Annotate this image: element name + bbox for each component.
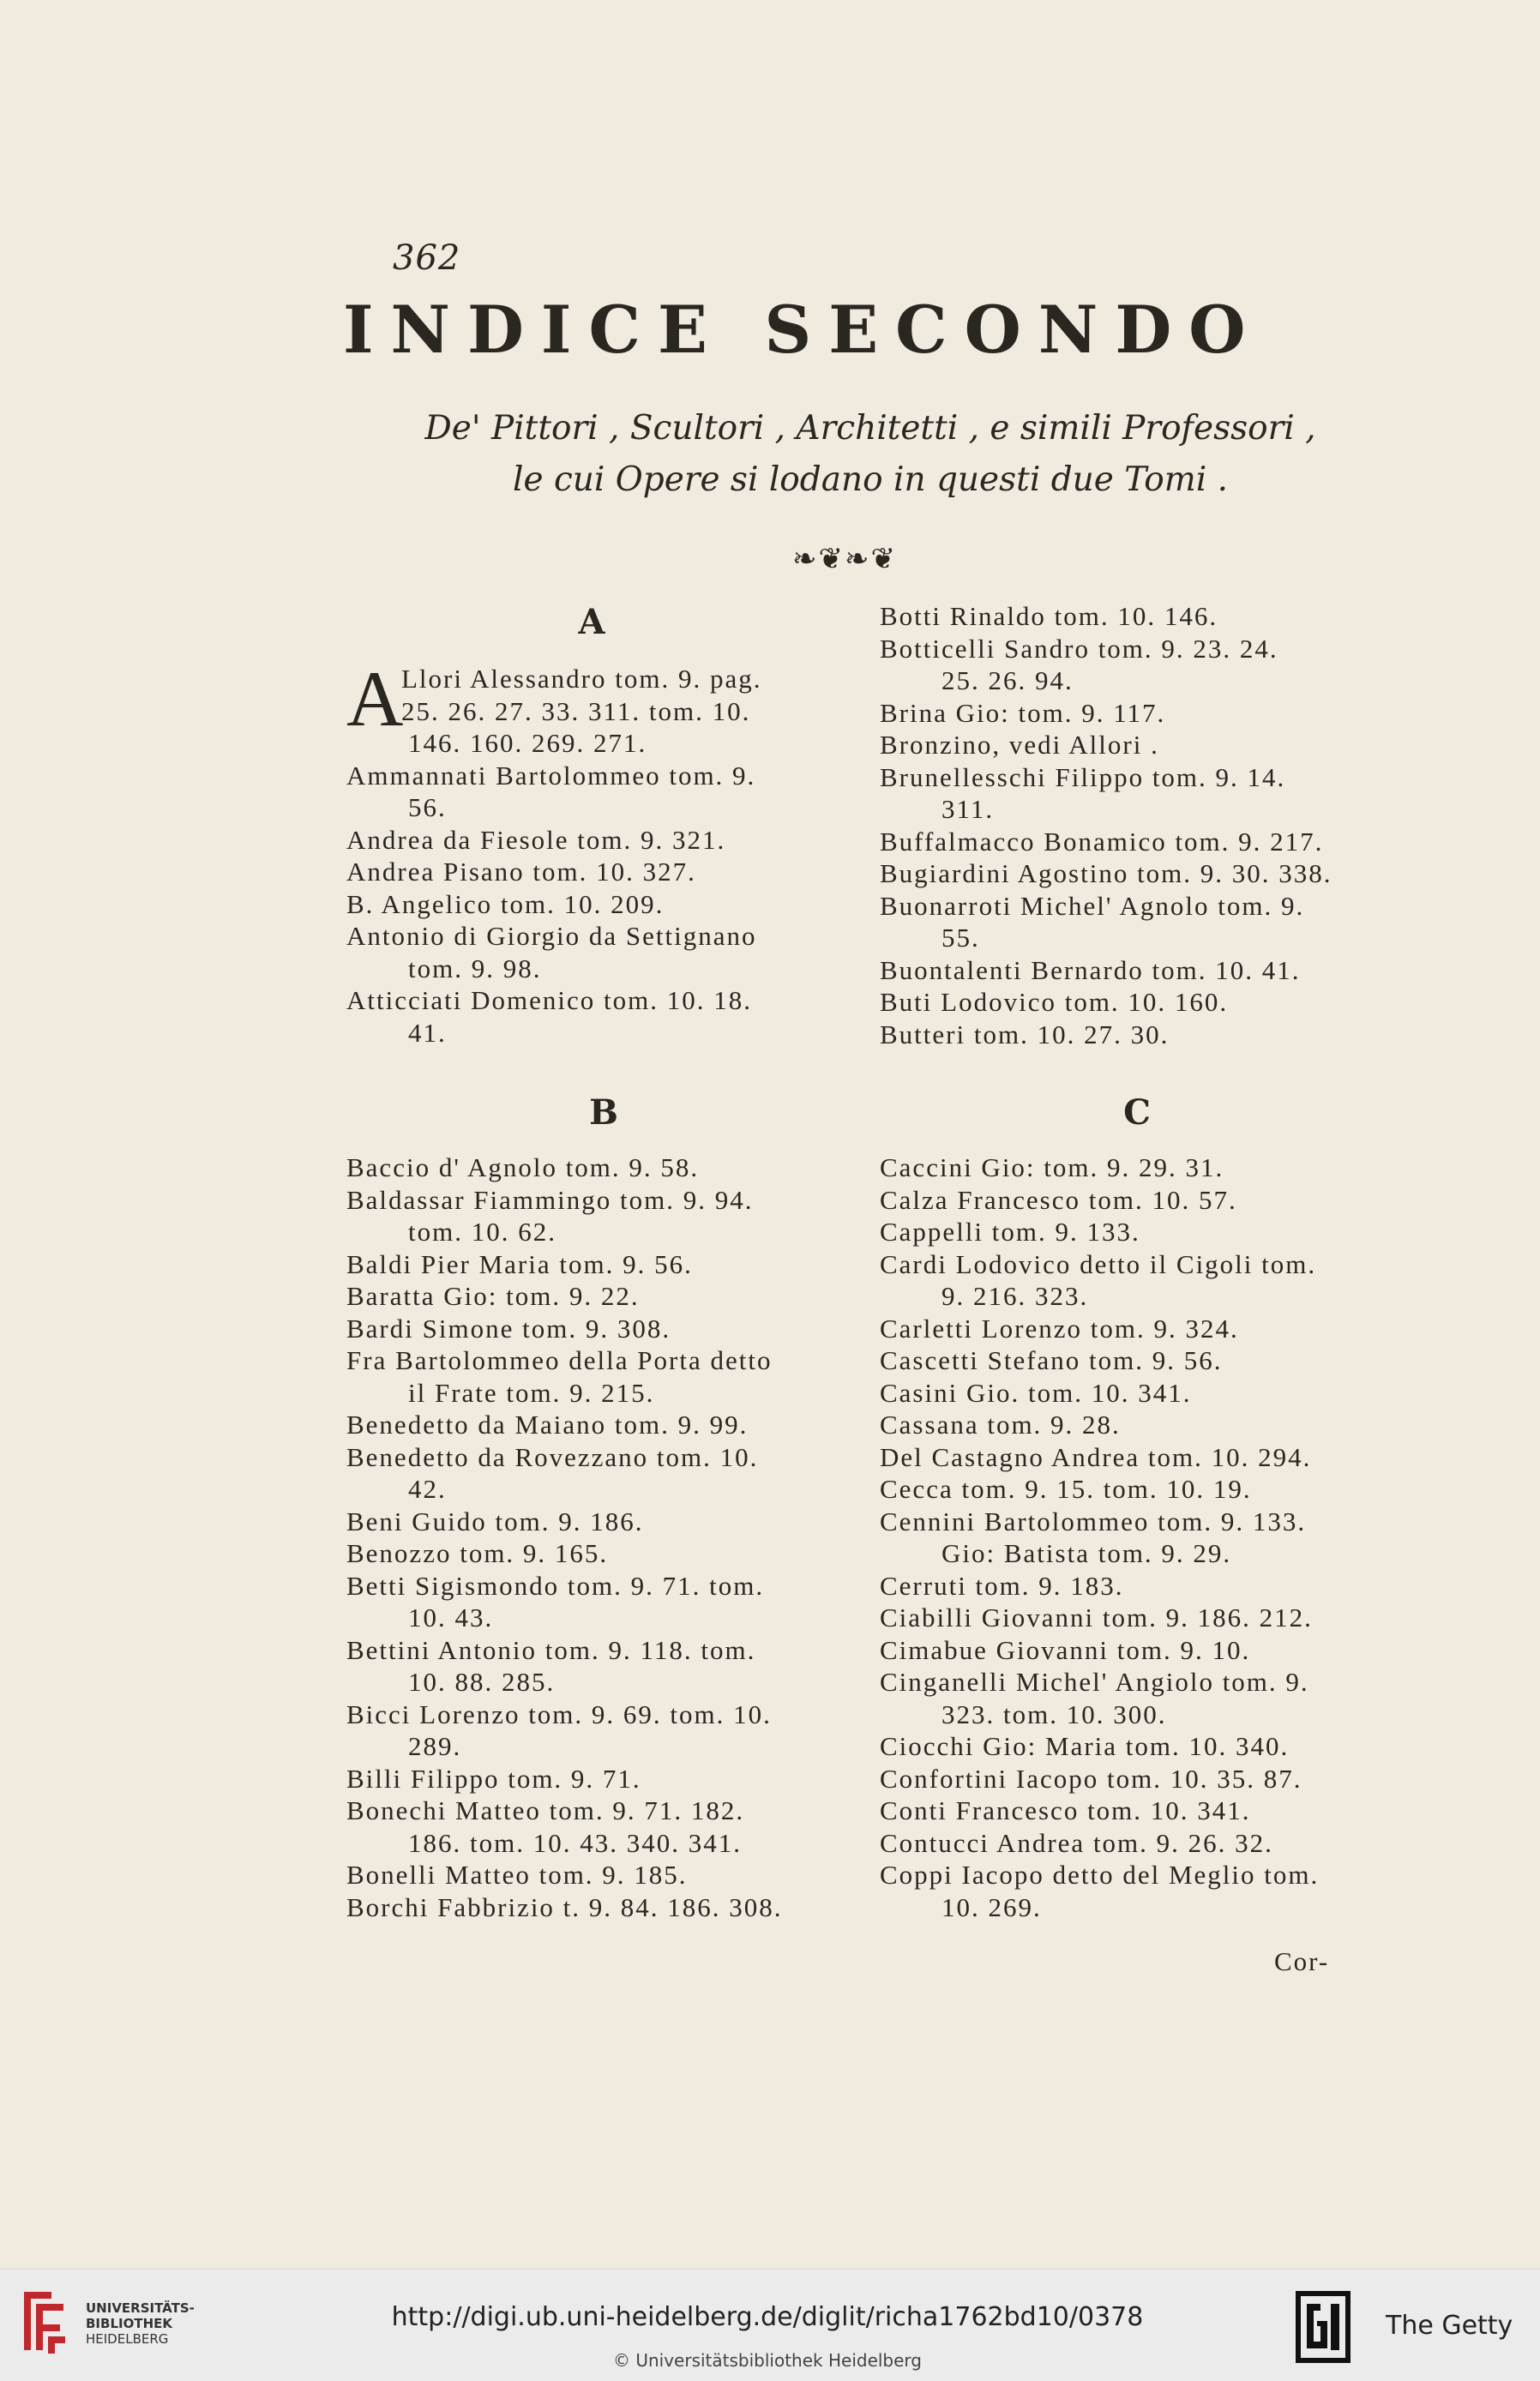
index-entry [880, 826, 1394, 858]
entry-line: Confortini Iacopo tom. 10. 35. 87. [880, 1763, 1302, 1794]
entry-line-continued: tom. 10. 62. [408, 1217, 556, 1247]
index-entry [880, 1313, 1394, 1345]
index-entry [346, 1151, 861, 1184]
index-entry [346, 1313, 861, 1345]
entry-line-continued: 186. tom. 10. 43. 340. 341. [408, 1827, 742, 1858]
entry-line-continued: tom. 9. 98. [408, 953, 542, 983]
entry-line: Baldassar Fiammingo tom. 9. 94. [346, 1184, 754, 1215]
getty-name: The Getty [1386, 2311, 1513, 2341]
index-entry [346, 1763, 861, 1795]
index-entry [880, 1634, 1394, 1667]
entry-line: Brina Gio: tom. 9. 117. [880, 697, 1166, 728]
library-name-line: UNIVERSITÄTS- [86, 2300, 195, 2316]
subtitle-line-2: le cui Opere si lodano in questi due Tomi . [513, 460, 1228, 499]
entry-line: 25. 26. 27. 33. 311. tom. 10. [401, 695, 751, 726]
entry-line: Cennini Bartolommeo tom. 9. 133. [880, 1506, 1307, 1536]
index-entry [880, 633, 1394, 697]
index-entry [880, 986, 1394, 1019]
entry-line: B. Angelico tom. 10. 209. [346, 888, 665, 919]
index-entry [346, 1795, 861, 1859]
index-entry [880, 1730, 1394, 1763]
entry-line: Billi Filippo tom. 9. 71. [346, 1763, 641, 1794]
index-entry [346, 760, 861, 824]
permalink-url[interactable]: http://digi.ub.uni-heidelberg.de/diglit/richa1762bd10/0378 [391, 2302, 1144, 2332]
library-name [86, 2300, 257, 2347]
index-entry [880, 1151, 1394, 1184]
entry-line: Cassana tom. 9. 28. [880, 1410, 1121, 1440]
drop-cap: A [346, 663, 406, 743]
entry-line: Llori Alessandro tom. 9. pag. [401, 664, 762, 694]
entry-line: Baldi Pier Maria tom. 9. 56. [346, 1248, 693, 1279]
entry-line: Bugiardini Agostino tom. 9. 30. 338. [880, 858, 1332, 888]
entry-line: Contucci Andrea tom. 9. 26. 32. [880, 1827, 1273, 1858]
entry-line: Bonelli Matteo tom. 9. 185. [346, 1860, 688, 1890]
entry-line-continued: Gio: Batista tom. 9. 29. [941, 1538, 1232, 1568]
entry-line: Andrea Pisano tom. 10. 327. [346, 857, 696, 887]
entry-line: Casini Gio. tom. 10. 341. [880, 1377, 1192, 1408]
entry-line-continued: 311. [941, 794, 995, 824]
entry-line: Borchi Fabbrizio t. 9. 84. 186. 308. [346, 1891, 783, 1922]
index-entry [346, 824, 861, 857]
index-entry [880, 600, 1394, 633]
entry-line: Buffalmacco Bonamico tom. 9. 217. [880, 826, 1324, 857]
index-entry [346, 1699, 861, 1763]
column-b [346, 1151, 861, 1923]
entry-line-continued: 10. 269. [941, 1891, 1042, 1922]
entry-line-continued: 10. 43. [408, 1602, 494, 1632]
entry-line: Beni Guido tom. 9. 186. [346, 1506, 644, 1536]
entry-line: Bronzino, vedi Allori . [880, 730, 1159, 760]
entry-line: Coppi Iacopo detto del Meglio tom. [880, 1860, 1320, 1890]
index-entry [880, 697, 1394, 730]
index-entry [880, 1602, 1394, 1634]
index-entry [880, 1441, 1394, 1474]
entry-line: Antonio di Giorgio da Settignano [346, 921, 757, 951]
index-subtitle [343, 403, 1398, 506]
index-entry [880, 729, 1394, 761]
index-entry [346, 1570, 861, 1634]
index-entry [880, 1409, 1394, 1441]
index-entry [346, 1859, 861, 1891]
library-name-line: HEIDELBERG [86, 2331, 169, 2347]
subtitle-line-1: De' Pittori , Scultori , Architetti , e simili Professori , [424, 409, 1316, 448]
entry-line-continued: 42. [408, 1474, 447, 1504]
index-entry [880, 1473, 1394, 1506]
entry-line: Betti Sigismondo tom. 9. 71. tom. [346, 1570, 765, 1601]
index-entry [880, 1827, 1394, 1860]
entry-line: Cascetti Stefano tom. 9. 56. [880, 1345, 1223, 1375]
entry-line-continued: 25. 26. 94. [941, 665, 1074, 695]
index-entry [880, 1506, 1394, 1570]
section-letter-a: A [578, 602, 605, 642]
index-entry [346, 1634, 861, 1699]
entry-line: Caccini Gio: tom. 9. 29. 31. [880, 1152, 1224, 1182]
entry-line: Benozzo tom. 9. 165. [346, 1538, 609, 1568]
entry-line: Ciocchi Gio: Maria tom. 10. 340. [880, 1731, 1290, 1761]
column-a [346, 663, 861, 1049]
entry-line: Cimabue Giovanni tom. 9. 10. [880, 1634, 1251, 1665]
library-name-line: BIBLIOTHEK [86, 2316, 172, 2331]
section-letter-b: B [589, 1092, 618, 1133]
university-library-logo-icon [17, 2285, 70, 2357]
index-entry [880, 1666, 1394, 1730]
index-entry [346, 663, 861, 760]
copyright-notice: © Universitätsbibliothek Heidelberg [612, 2350, 922, 2371]
entry-line-continued: 55. [941, 923, 980, 953]
index-entry [346, 1248, 861, 1281]
index-entry [880, 857, 1394, 890]
entry-line-continued: 9. 216. 323. [941, 1281, 1089, 1311]
entry-line-continued: 323. tom. 10. 300. [941, 1699, 1167, 1729]
index-entry [880, 1570, 1394, 1602]
index-entry [346, 1537, 861, 1570]
viewer-footer [0, 2269, 1540, 2381]
entry-line: Fra Bartolommeo della Porta detto [346, 1345, 773, 1375]
section-letter-c: C [1123, 1092, 1151, 1133]
index-entry [880, 1248, 1394, 1313]
entry-line: Cardi Lodovico detto il Cigoli tom. [880, 1248, 1317, 1279]
index-entry [880, 954, 1394, 987]
index-entry [346, 1344, 861, 1409]
entry-line-continued: 56. [408, 792, 447, 822]
entry-line: Cerruti tom. 9. 183. [880, 1570, 1124, 1601]
entry-line: 146. 160. 269. 271. [408, 728, 647, 758]
index-entry [346, 888, 861, 921]
entry-line: Del Castagno Andrea tom. 10. 294. [880, 1441, 1312, 1472]
entry-line: Buontalenti Bernardo tom. 10. 41. [880, 954, 1301, 985]
getty-logo-icon [1295, 2290, 1351, 2364]
index-title: INDICE SECONDO [343, 292, 1263, 368]
entry-line: Bicci Lorenzo tom. 9. 69. tom. 10. [346, 1699, 772, 1729]
entry-line: Bettini Antonio tom. 9. 118. tom. [346, 1634, 756, 1665]
index-entry [346, 1184, 861, 1248]
entry-line: Ammannati Bartolommeo tom. 9. [346, 760, 756, 791]
entry-line: Bonechi Matteo tom. 9. 71. 182. [346, 1795, 745, 1825]
entry-line: Cappelli tom. 9. 133. [880, 1217, 1140, 1247]
entry-line-continued: 289. [408, 1731, 462, 1761]
entry-line-continued: il Frate tom. 9. 215. [408, 1377, 655, 1408]
entry-line: Cinganelli Michel' Angiolo tom. 9. [880, 1667, 1309, 1697]
entry-line: Atticciati Domenico tom. 10. 18. [346, 985, 752, 1015]
entry-line: Calza Francesco tom. 10. 57. [880, 1184, 1237, 1215]
entry-line: Buti Lodovico tom. 10. 160. [880, 987, 1229, 1017]
index-entry [346, 920, 861, 984]
index-entry [880, 1859, 1394, 1923]
entry-line-continued: 41. [408, 1017, 447, 1048]
index-entry [346, 1280, 861, 1313]
printer-ornament: ❧❦❧❦ [792, 542, 897, 576]
index-entry [346, 1891, 861, 1924]
entry-line: Brunellesschi Filippo tom. 9. 14. [880, 761, 1286, 792]
entry-line: Baratta Gio: tom. 9. 22. [346, 1281, 640, 1311]
index-entry [346, 1409, 861, 1441]
index-entry [880, 890, 1394, 954]
index-entry [346, 984, 861, 1049]
entry-line: Andrea da Fiesole tom. 9. 321. [346, 824, 726, 855]
entry-line: Carletti Lorenzo tom. 9. 324. [880, 1313, 1239, 1344]
index-entry [880, 1795, 1394, 1827]
catchword: Cor- [1274, 1946, 1330, 1976]
column-a-continued [880, 600, 1394, 1050]
entry-line-continued: 10. 88. 285. [408, 1667, 556, 1697]
page-number: 362 [393, 238, 461, 278]
entry-line: Bardi Simone tom. 9. 308. [346, 1313, 671, 1344]
column-c [880, 1151, 1394, 1923]
index-entry [346, 1506, 861, 1538]
entry-line: Botti Rinaldo tom. 10. 146. [880, 601, 1218, 631]
entry-line: Benedetto da Maiano tom. 9. 99. [346, 1410, 749, 1440]
index-entry [880, 1184, 1394, 1217]
index-entry [880, 1019, 1394, 1051]
index-entry [880, 761, 1394, 826]
index-entry [346, 856, 861, 888]
index-entry [880, 1344, 1394, 1377]
entry-line: Butteri tom. 10. 27. 30. [880, 1019, 1170, 1049]
entry-line: Ciabilli Giovanni tom. 9. 186. 212. [880, 1602, 1313, 1632]
entry-line: Botticelli Sandro tom. 9. 23. 24. [880, 633, 1278, 664]
entry-line: Cecca tom. 9. 15. tom. 10. 19. [880, 1474, 1252, 1504]
entry-line: Baccio d' Agnolo tom. 9. 58. [346, 1152, 700, 1182]
entry-line: Buonarroti Michel' Agnolo tom. 9. [880, 890, 1305, 921]
entry-line: Conti Francesco tom. 10. 341. [880, 1795, 1251, 1825]
entry-line: Benedetto da Rovezzano tom. 10. [346, 1441, 759, 1472]
index-entry [880, 1377, 1394, 1410]
index-entry [880, 1216, 1394, 1248]
index-entry [880, 1763, 1394, 1795]
index-entry [346, 1441, 861, 1506]
